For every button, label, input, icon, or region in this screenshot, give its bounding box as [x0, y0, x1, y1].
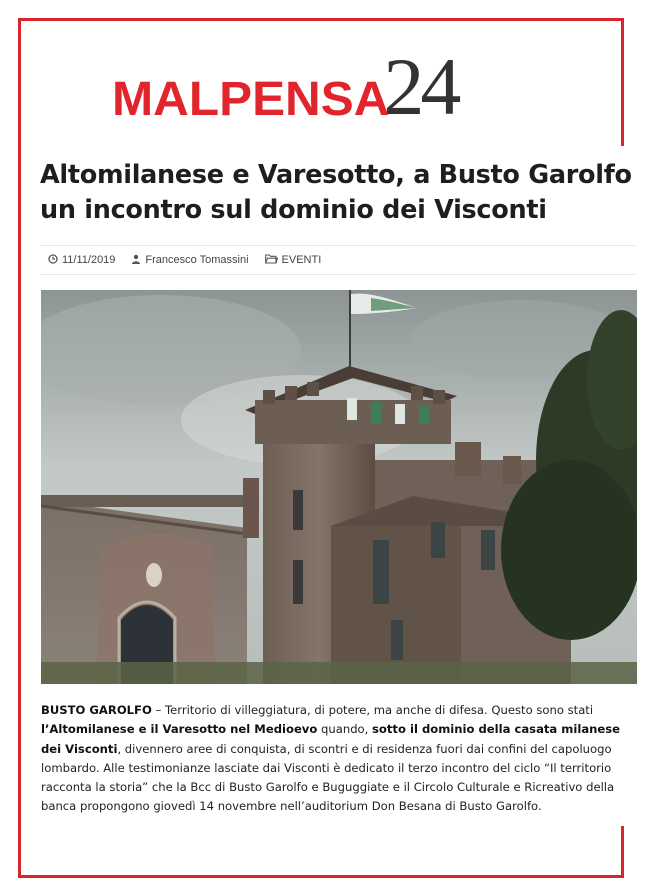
- frame-right-border-top: [621, 18, 624, 146]
- body-dateline: BUSTO GAROLFO: [41, 703, 152, 717]
- frame-left-border: [18, 18, 21, 878]
- article-category[interactable]: [265, 254, 322, 267]
- logo-brand-number: 24: [383, 41, 458, 133]
- article-meta-bar: [40, 245, 636, 275]
- article-title-line-1: Altomilanese e Varesotto, a Busto Garolfo: [40, 160, 632, 190]
- folder-icon: [265, 254, 278, 267]
- article-body: [41, 701, 637, 817]
- article-photo: [41, 290, 637, 684]
- article-title: [40, 158, 640, 228]
- article-author-text: Francesco Tomassini: [145, 254, 249, 266]
- frame-top-border: [18, 18, 624, 21]
- site-logo[interactable]: [112, 40, 532, 133]
- body-bold-1: l’Altomilanese e il Varesotto nel Medioevo: [41, 722, 318, 737]
- article-category-text: EVENTI: [281, 254, 322, 266]
- body-text-2: quando,: [317, 722, 373, 737]
- body-bold-2: sotto il dominio della casata milanese dei Visconti: [41, 722, 621, 756]
- article-title-line-2: un incontro sul dominio dei Visconti: [40, 195, 547, 225]
- logo-brand-text: MALPENSA: [112, 73, 390, 126]
- clock-icon: [48, 254, 58, 267]
- body-text-1: – Territorio di villeggiatura, di potere, ma anche di difesa. Questo sono stati: [151, 703, 594, 717]
- article-author[interactable]: [131, 254, 248, 267]
- body-text-3: , divennero aree di conquista, di scontri e di residenza fuori dai confini del capoluogo lombardo. Alle testimonianze lasciate dai Visconti è dedicato il terzo incontro del ciclo “Il territorio racconta la storia” che la Bcc di Busto Garolfo e Buguggiate e il Circolo Culturale e Ricreativo della banca propongono giovedì 14 novembre nell’auditorium Don Besana di Busto Garolfo.: [41, 741, 615, 814]
- article-date: [48, 254, 115, 267]
- frame-bottom-border: [18, 875, 624, 878]
- frame-right-border-bottom: [621, 826, 624, 878]
- user-icon: [131, 254, 141, 267]
- article-date-text: 11/11/2019: [62, 254, 116, 266]
